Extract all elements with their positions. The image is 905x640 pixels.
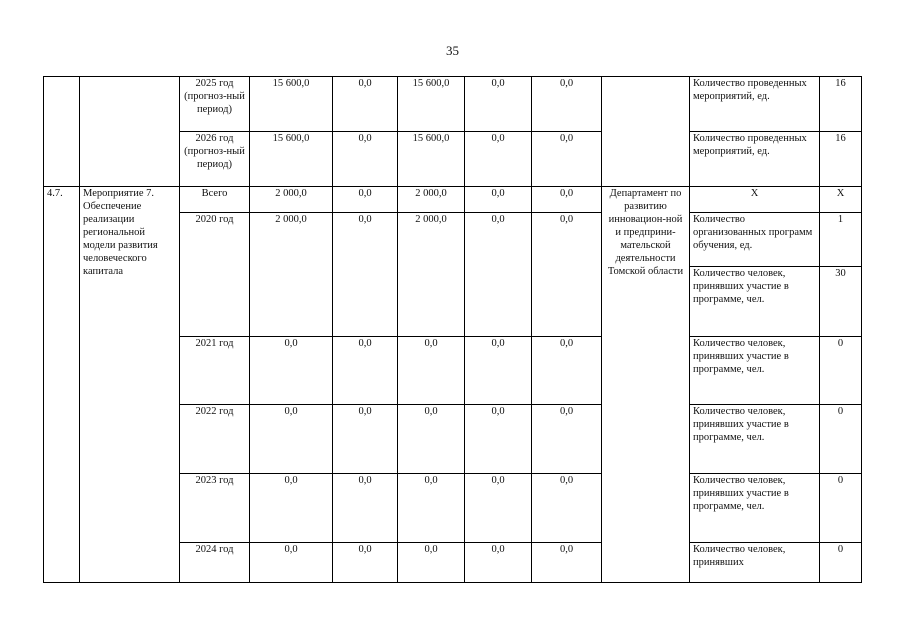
funding-cell: 0,0: [333, 132, 398, 187]
funding-cell: 0,0: [333, 77, 398, 132]
funding-cell: 0,0: [532, 213, 602, 337]
funding-cell: 0,0: [333, 543, 398, 583]
executor-cell-empty: [602, 77, 690, 187]
funding-cell: 0,0: [398, 405, 465, 474]
funding-cell: 0,0: [465, 187, 532, 213]
measure-name-cell-empty: [80, 77, 180, 187]
year-cell: 2026 год (прогноз-ный период): [180, 132, 250, 187]
funding-cell: 0,0: [532, 543, 602, 583]
year-cell: 2025 год (прогноз-ный период): [180, 77, 250, 132]
indicator-cell: Количество человек, принявших участие в программе, чел.: [690, 337, 820, 405]
funding-cell: 0,0: [398, 337, 465, 405]
indicator-cell: Количество человек, принявших участие в программе, чел.: [690, 474, 820, 543]
total-cell: 0,0: [250, 543, 333, 583]
funding-cell: 0,0: [532, 132, 602, 187]
funding-cell: 0,0: [465, 474, 532, 543]
indicator-value-cell: Х: [820, 187, 862, 213]
funding-cell: 0,0: [532, 337, 602, 405]
indicator-value-cell: 0: [820, 337, 862, 405]
funding-cell: 15 600,0: [398, 132, 465, 187]
year-cell: 2021 год: [180, 337, 250, 405]
table-row: [44, 77, 862, 132]
total-cell: 2 000,0: [250, 213, 333, 337]
indicator-value-cell: 16: [820, 77, 862, 132]
year-cell: Всего: [180, 187, 250, 213]
funding-cell: 0,0: [532, 405, 602, 474]
indicator-cell: Количество человек, принявших участие в программе, чел.: [690, 405, 820, 474]
year-cell: 2020 год: [180, 213, 250, 337]
funding-cell: 0,0: [333, 213, 398, 337]
program-table: [43, 76, 862, 583]
funding-cell: 0,0: [465, 132, 532, 187]
year-cell: 2023 год: [180, 474, 250, 543]
funding-cell: 0,0: [398, 543, 465, 583]
measure-number: 4.7.: [44, 187, 80, 583]
funding-cell: 0,0: [333, 337, 398, 405]
funding-cell: 0,0: [333, 405, 398, 474]
indicator-cell: Количество организованных программ обучения, ед.: [690, 213, 820, 267]
total-cell: 15 600,0: [250, 132, 333, 187]
funding-cell: 0,0: [532, 77, 602, 132]
funding-cell: 0,0: [465, 77, 532, 132]
total-cell: 2 000,0: [250, 187, 333, 213]
total-cell: 0,0: [250, 405, 333, 474]
year-cell: 2022 год: [180, 405, 250, 474]
page-number: 35: [446, 43, 459, 58]
funding-cell: 0,0: [333, 474, 398, 543]
indicator-value-cell: 1: [820, 213, 862, 267]
funding-cell: 0,0: [465, 543, 532, 583]
indicator-value-cell: 0: [820, 405, 862, 474]
indicator-cell: Количество проведенных мероприятий, ед.: [690, 77, 820, 132]
indicator-cell: Х: [690, 187, 820, 213]
measure-number-cell-empty: [44, 77, 80, 187]
funding-cell: 0,0: [398, 474, 465, 543]
funding-cell: 0,0: [532, 474, 602, 543]
indicator-value-cell: 0: [820, 543, 862, 583]
indicator-value-cell: 30: [820, 267, 862, 337]
executor-cell: Департамент по развитию инновацион-ной и предприни-мательской деятельности Томской области: [602, 187, 690, 583]
indicator-cell: Количество проведенных мероприятий, ед.: [690, 132, 820, 187]
funding-cell: 0,0: [465, 213, 532, 337]
indicator-cell: Количество человек, принявших участие в программе, чел.: [690, 267, 820, 337]
funding-cell: 0,0: [532, 187, 602, 213]
indicator-cell: Количество человек, принявших: [690, 543, 820, 583]
indicator-value-cell: 16: [820, 132, 862, 187]
total-cell: 0,0: [250, 474, 333, 543]
total-cell: 15 600,0: [250, 77, 333, 132]
measure-name: Мероприятие 7. Обеспечение реализации региональной модели развития человеческого капитала: [80, 187, 180, 583]
total-cell: 0,0: [250, 337, 333, 405]
table-row: [44, 187, 862, 213]
funding-cell: 2 000,0: [398, 213, 465, 337]
indicator-value-cell: 0: [820, 474, 862, 543]
funding-cell: 0,0: [333, 187, 398, 213]
funding-cell: 0,0: [465, 405, 532, 474]
funding-cell: 2 000,0: [398, 187, 465, 213]
funding-cell: 0,0: [465, 337, 532, 405]
funding-cell: 15 600,0: [398, 77, 465, 132]
year-cell: 2024 год: [180, 543, 250, 583]
